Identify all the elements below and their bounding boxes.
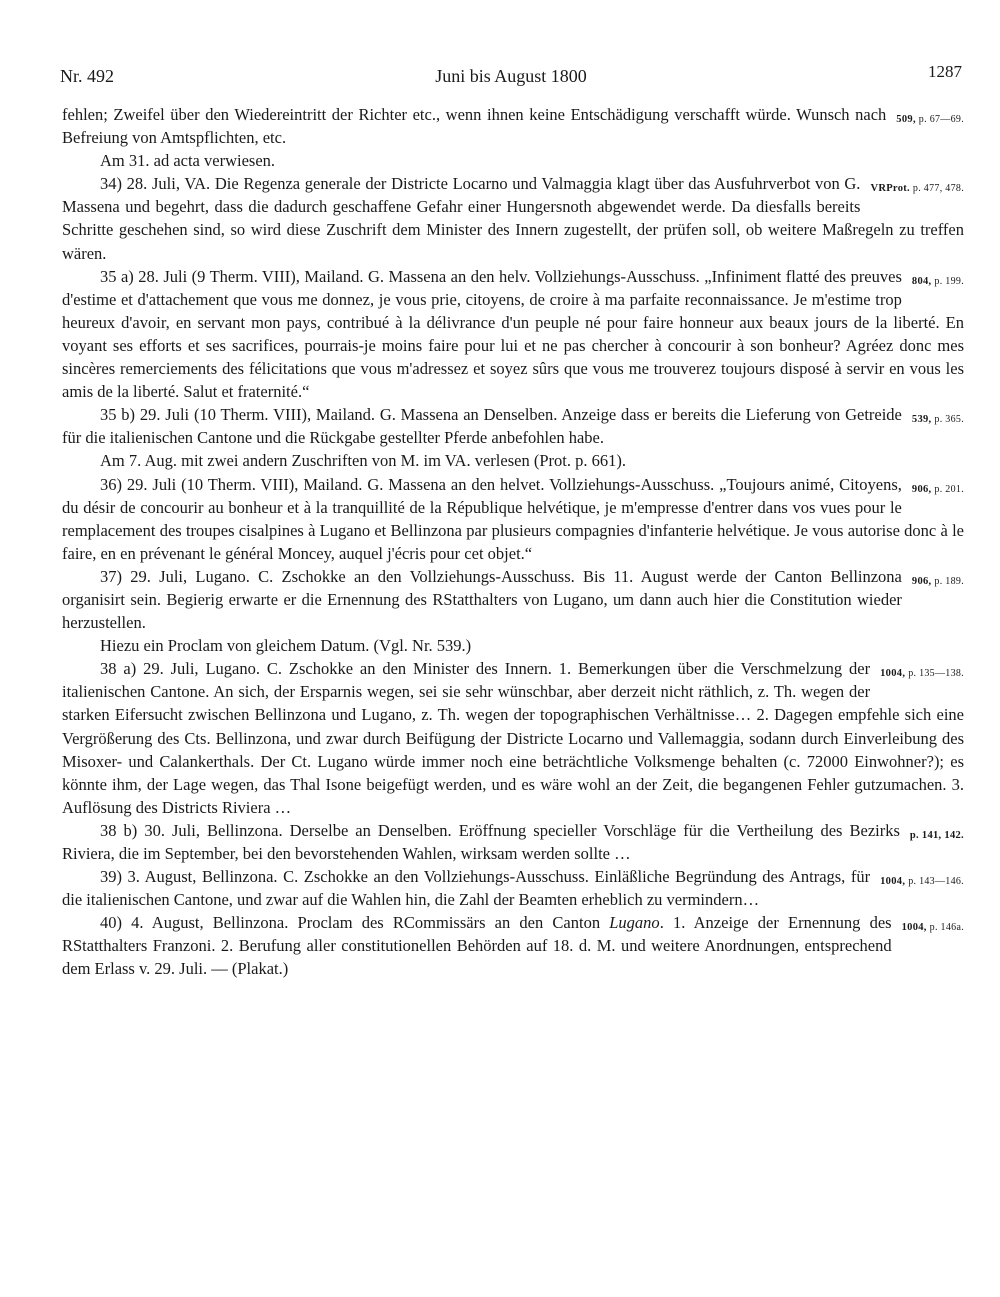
source-reference: p. 141, 142. xyxy=(909,829,964,841)
document-number: Nr. 492 xyxy=(60,66,114,86)
entry-paragraph xyxy=(62,657,964,819)
entry-paragraph xyxy=(62,865,964,911)
entry-paragraph xyxy=(62,911,964,980)
entry-text: 37) 29. Juli, Lugano. C. Zschokke an den Vollziehungs-Ausschuss. Bis 11. August werde der Canton Bellinzona organisirt sein. Begierig erwarte er die Ernennung des RStatthalters von Lugano, um dann auch hier die Constitution wieder herzustellen. xyxy=(62,566,902,633)
page-number: 1287 xyxy=(928,62,962,81)
entry-paragraph xyxy=(62,634,964,657)
entry-text: 40) 4. August, Bellinzona. Proclam des RCommissärs an den Canton Lugano. 1. Anzeige der Ernennung des RStatthalters Franzoni. 2. Berufung aller constitutionellen Behörden auf 18. d. M. und weitere Anordnungen, entsprechend dem Erlass v. 29. Juli. — (Plakat.) xyxy=(62,913,892,979)
entry-paragraph xyxy=(62,449,964,472)
source-reference: 906, p. 201. xyxy=(911,483,964,495)
source-reference: 804, p. 199. xyxy=(911,275,964,287)
entry-paragraph xyxy=(62,473,964,565)
entry-paragraph xyxy=(62,565,964,634)
source-reference: 1004, p. 143—146. xyxy=(880,876,964,888)
entry-text: Hiezu ein Proclam von gleichem Datum. (Vgl. Nr. 539.) xyxy=(100,636,472,656)
source-reference: 1004, p. 135—138. xyxy=(880,668,964,680)
page-body xyxy=(62,103,964,981)
entry-paragraph xyxy=(62,819,964,865)
source-reference: VRProt. p. 477, 478. xyxy=(870,183,964,195)
entry-text: 35 a) 28. Juli (9 Therm. VIII), Mailand. G. Massena an den helv. Vollziehungs-Ausschuss. „Infiniment flatté des preuves d'estime et d'attachement que vous me donnez, je vous prie, citoyens, de croire à ma parfaite reconnaissance. Je m'estime trop heureux d'avoir, en servant mon pays, contribué à la délivrance d'un peuple né pour faire honneur aux beaux jours de la liberté. En voyant ses efforts et ses sacrifices, pourrais-je moins faire pour lui et ne pas chercher à concourir à son bonheur? Agréez donc mes sincères remerciements des félicitations que vous m'adressez et soyez sûrs que vous me trouverez toujours disposé à servir en vous les amis de la liberté. Salut et fraternité.“ xyxy=(62,266,964,402)
entry-text: 38 a) 29. Juli, Lugano. C. Zschokke an den Minister des Innern. 1. Bemerkungen über die Verschmelzung der italienischen Cantone. An sich, der Ersparnis wegen, sei sie sehr wünschbar, aber derzeit nicht räthlich, z. Th. wegen der starken Eifersucht zwischen Bellinzona und Lugano, z. Th. wegen der topographischen Verhältnisse… 2. Dagegen empfehle sich eine Vergrößerung des Cts. Bellinzona, und zwar durch Beifügung der Districte Locarno und Vallemaggia, sodann durch Einverleibung des Misoxer- und Calankerthals. Der Ct. Lugano würde immer noch eine beträchtliche Volksmenge behalten (c. 72000 Einwohner?); es könnte ihm, der Lage wegen, das Thal Isone beigefügt werden, und es wäre wohl an der Zeit, die begangenen Fehler gutzumachen. 3. Auflösung des Districts Riviera … xyxy=(62,659,964,817)
entry-text: 34) 28. Juli, VA. Die Regenza generale der Districte Locarno und Valmaggia klagt über das Ausfuhrverbot von G. Massena und begehrt, dass die dadurch geschaffene Gefahr einer Hungersnoth abgewendet werde. Da diesfalls bereits Schritte geschehen sind, so wird diese Zuschrift dem Minister des Innern zugestellt, der prüfen soll, ob weitere Maßregeln zu treffen wären. xyxy=(62,174,964,263)
source-reference: 509, p. 67—69. xyxy=(896,114,964,125)
entry-text: 35 b) 29. Juli (10 Therm. VIII), Mailand. G. Massena an Denselben. Anzeige dass er bereits die Lieferung von Getreide für die italienischen Cantone und die Rückgabe gestellter Pferde anbefohlen habe. xyxy=(62,405,902,448)
entry-paragraph xyxy=(62,403,964,449)
entry-text: 38 b) 30. Juli, Bellinzona. Derselbe an Denselben. Eröffnung specieller Vorschläge für die Vertheilung des Bezirks Riviera, die im September, bei den bevorstehenden Wahlen, wirksam werden sollte … xyxy=(62,820,900,863)
entry-text: 36) 29. Juli (10 Therm. VIII), Mailand. G. Massena an den helvet. Vollziehungs-Ausschuss. „Toujours animé, Citoyens, du désir de concourir au bonheur et à la tranquillité de la République helvétique, je m'empresse d'entrer dans vos vues pour le remplacement des troupes cisalpines à Lugano et Bellinzona par plusieurs compagnies d'infanterie helvétique. Je vous autorise donc à le faire, en en prévenant le général Moncey, auquel j'écris pour cet objet.“ xyxy=(62,474,964,563)
entry-text: Am 7. Aug. mit zwei andern Zuschriften von M. im VA. verlesen (Prot. p. 661). xyxy=(100,451,626,471)
page-header xyxy=(60,62,962,88)
source-reference: 906, p. 189. xyxy=(911,575,964,587)
entry-text: fehlen; Zweifel über den Wiedereintritt der Richter etc., wenn ihnen keine Entschädigung verschafft würde. Wunsch nach Befreiung von Amtspflichten, etc. xyxy=(62,105,887,148)
entry-text: 39) 3. August, Bellinzona. C. Zschokke an den Vollziehungs-Ausschuss. Einläßliche Begründung des Antrags, für die italienischen Cantone, und zwar auf die Wahlen hin, die Zahl der Beamten erheblich zu vermindern… xyxy=(62,867,871,910)
entry-paragraph xyxy=(62,149,964,172)
source-reference: 1004, p. 146a. xyxy=(901,922,964,934)
entry-paragraph xyxy=(62,103,964,149)
entry-text: Am 31. ad acta verwiesen. xyxy=(100,151,276,171)
entry-paragraph xyxy=(62,172,964,264)
running-title: Juni bis August 1800 xyxy=(435,66,587,86)
source-reference: 539, p. 365. xyxy=(911,414,964,426)
entry-paragraph xyxy=(62,265,964,404)
